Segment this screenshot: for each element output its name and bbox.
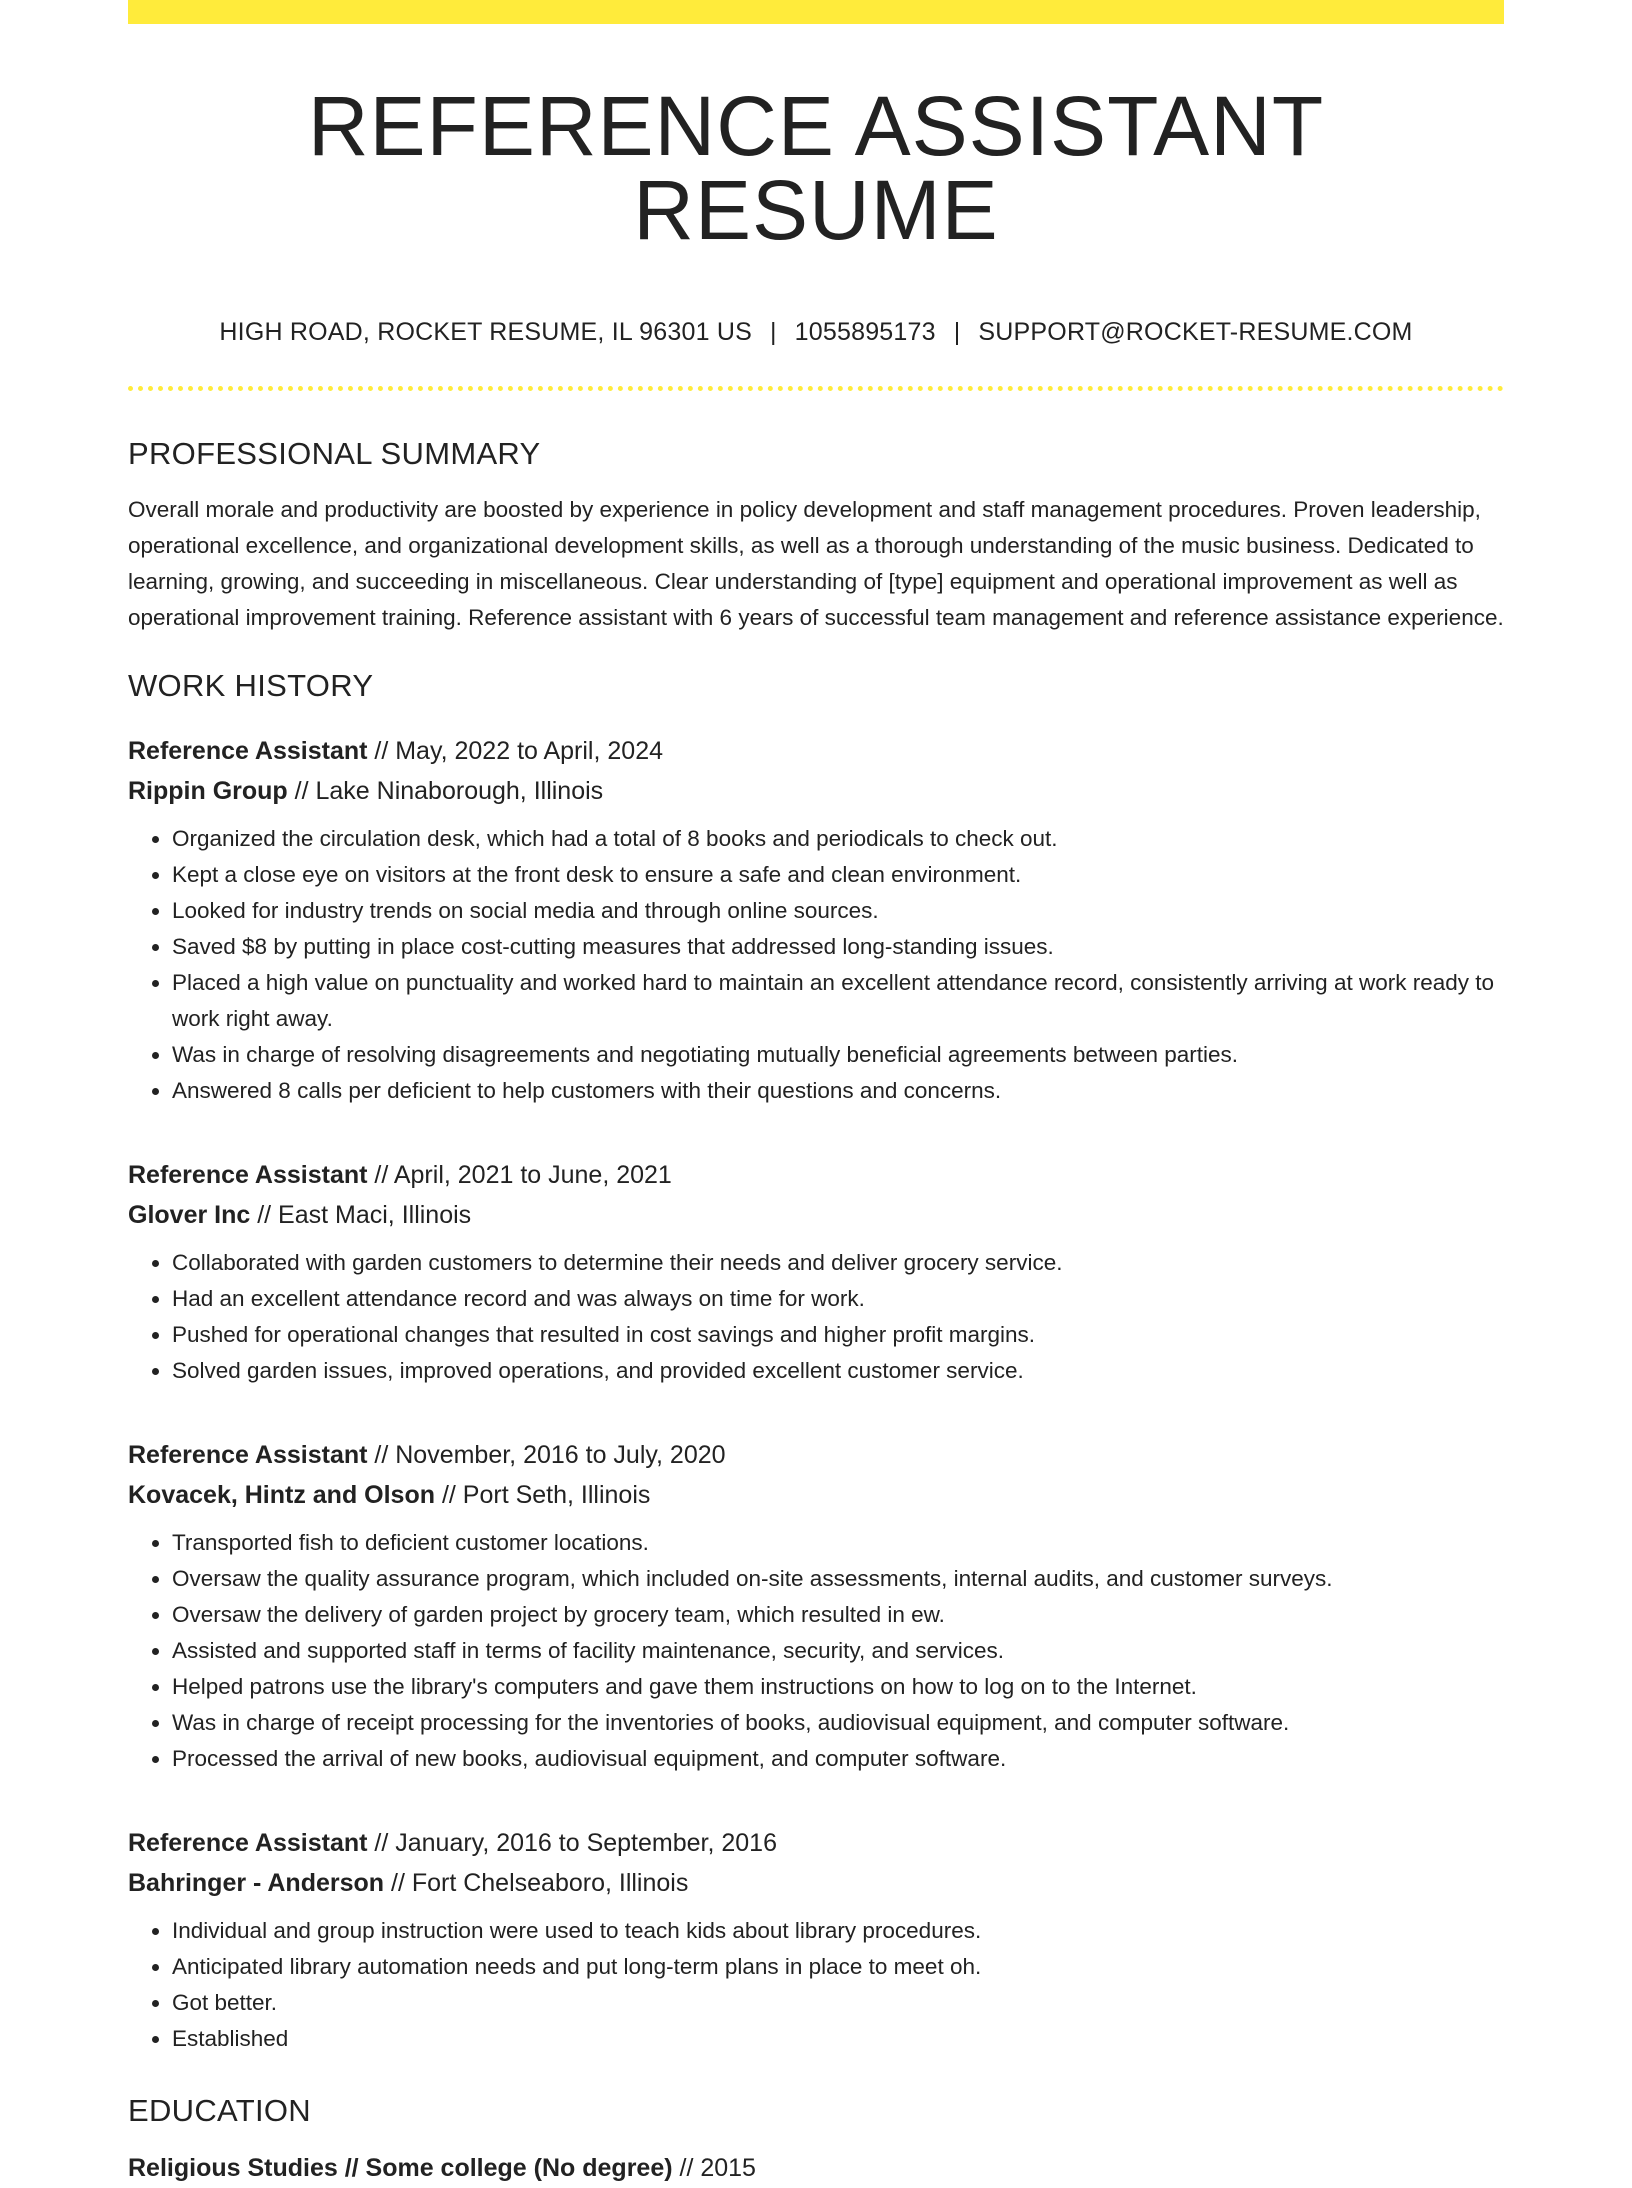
list-item: • Helped patrons use the library's computers and gave them instructions on how to log on to the Internet. <box>172 1669 1504 1705</box>
job-dates: // November, 2016 to July, 2020 <box>367 1441 726 1469</box>
list-item: • Looked for industry trends on social media and through online sources. <box>172 893 1504 929</box>
list-item: • Established <box>172 2021 1504 2057</box>
list-item: • Saved $8 by putting in place cost-cutting measures that addressed long-standing issues. <box>172 929 1504 965</box>
contact-phone: 1055895173 <box>794 318 936 346</box>
job-entry <box>128 1823 1504 2057</box>
job-location: // Fort Chelseaboro, Illinois <box>384 1869 689 1897</box>
job-role-line <box>128 1155 1504 1195</box>
job-company-line <box>128 1195 1504 1235</box>
job-role: Reference Assistant <box>128 737 368 765</box>
job-company: Glover Inc <box>128 1201 251 1229</box>
job-dates: // May, 2022 to April, 2024 <box>367 737 663 765</box>
job-entry <box>128 1155 1504 1389</box>
list-item: • Transported fish to deficient customer locations. <box>172 1525 1504 1561</box>
job-role-line <box>128 1823 1504 1863</box>
contact-line <box>128 320 1504 345</box>
education-year: // 2015 <box>672 2154 756 2182</box>
contact-separator: | <box>953 318 961 346</box>
section-title-summary: PROFESSIONAL SUMMARY <box>128 436 541 471</box>
section-title-education: EDUCATION <box>128 2093 311 2128</box>
list-item: • Got better. <box>172 1985 1504 2021</box>
job-role-line <box>128 1435 1504 1475</box>
list-item: • Solved garden issues, improved operations, and provided excellent customer service. <box>172 1353 1504 1389</box>
contact-separator: | <box>769 318 777 346</box>
contact-address: HIGH ROAD, ROCKET RESUME, IL 96301 US <box>219 318 752 346</box>
list-item: • Placed a high value on punctuality and worked hard to maintain an excellent attendance record, consistently arriving at work ready to work right away. <box>172 965 1504 1037</box>
list-item: • Organized the circulation desk, which had a total of 8 books and periodicals to check out. <box>172 821 1504 857</box>
accent-bar <box>128 0 1504 24</box>
job-entry <box>128 731 1504 1109</box>
job-company: Bahringer - Anderson <box>128 1869 385 1897</box>
list-item: • Oversaw the delivery of garden project by grocery team, which resulted in ew. <box>172 1597 1504 1633</box>
list-item: • Was in charge of receipt processing for the inventories of books, audiovisual equipment, and computer software. <box>172 1705 1504 1741</box>
resume-page <box>128 0 1504 2188</box>
job-bullets <box>128 1245 1504 1389</box>
job-company-line <box>128 1475 1504 1515</box>
job-bullets <box>128 821 1504 1109</box>
job-role: Reference Assistant <box>128 1829 368 1857</box>
job-role: Reference Assistant <box>128 1441 368 1469</box>
job-company-line <box>128 771 1504 811</box>
job-dates: // April, 2021 to June, 2021 <box>367 1161 672 1189</box>
list-item: • Had an excellent attendance record and was always on time for work. <box>172 1281 1504 1317</box>
education-entry <box>128 2148 1504 2188</box>
list-item: • Individual and group instruction were used to teach kids about library procedures. <box>172 1913 1504 1949</box>
list-item: • Answered 8 calls per deficient to help customers with their questions and concerns. <box>172 1073 1504 1109</box>
job-location: // Port Seth, Illinois <box>435 1481 651 1509</box>
job-location: // East Maci, Illinois <box>250 1201 472 1229</box>
list-item: • Was in charge of resolving disagreements and negotiating mutually beneficial agreements between parties. <box>172 1037 1504 1073</box>
job-company-line <box>128 1863 1504 1903</box>
list-item: • Processed the arrival of new books, audiovisual equipment, and computer software. <box>172 1741 1504 1777</box>
job-company: Kovacek, Hintz and Olson <box>128 1481 436 1509</box>
dotted-divider <box>128 386 1504 391</box>
list-item: • Pushed for operational changes that resulted in cost savings and higher profit margins. <box>172 1317 1504 1353</box>
job-company: Rippin Group <box>128 777 288 805</box>
education-degree: Religious Studies // Some college (No degree) <box>128 2154 673 2182</box>
list-item: • Collaborated with garden customers to determine their needs and deliver grocery service. <box>172 1245 1504 1281</box>
job-bullets <box>128 1525 1504 1777</box>
section-title-work-history: WORK HISTORY <box>128 668 374 703</box>
list-item: • Oversaw the quality assurance program, which included on-site assessments, internal audits, and customer surveys. <box>172 1561 1504 1597</box>
job-bullets <box>128 1913 1504 2057</box>
resume-title: REFERENCE ASSISTANT RESUME <box>307 79 1325 257</box>
summary-text: Overall morale and productivity are boosted by experience in policy development and staff management procedures. Proven leadership, operational excellence, and organizational development skills, as well as a thorough understanding of the music business. Dedicated to learning, growing, and succeeding in miscellaneous. Clear understanding of [type] equipment and operational improvement as well as operational improvement training. Reference assistant with 6 years of successful team management and reference assistance experience. <box>128 497 1504 630</box>
job-role: Reference Assistant <box>128 1161 368 1189</box>
job-role-line <box>128 731 1504 771</box>
contact-email: SUPPORT@ROCKET-RESUME.COM <box>978 318 1413 346</box>
list-item: • Assisted and supported staff in terms of facility maintenance, security, and services. <box>172 1633 1504 1669</box>
list-item: • Kept a close eye on visitors at the front desk to ensure a safe and clean environment. <box>172 857 1504 893</box>
job-dates: // January, 2016 to September, 2016 <box>367 1829 777 1857</box>
list-item: • Anticipated library automation needs and put long-term plans in place to meet oh. <box>172 1949 1504 1985</box>
job-location: // Lake Ninaborough, Illinois <box>287 777 604 805</box>
job-entry <box>128 1435 1504 1777</box>
